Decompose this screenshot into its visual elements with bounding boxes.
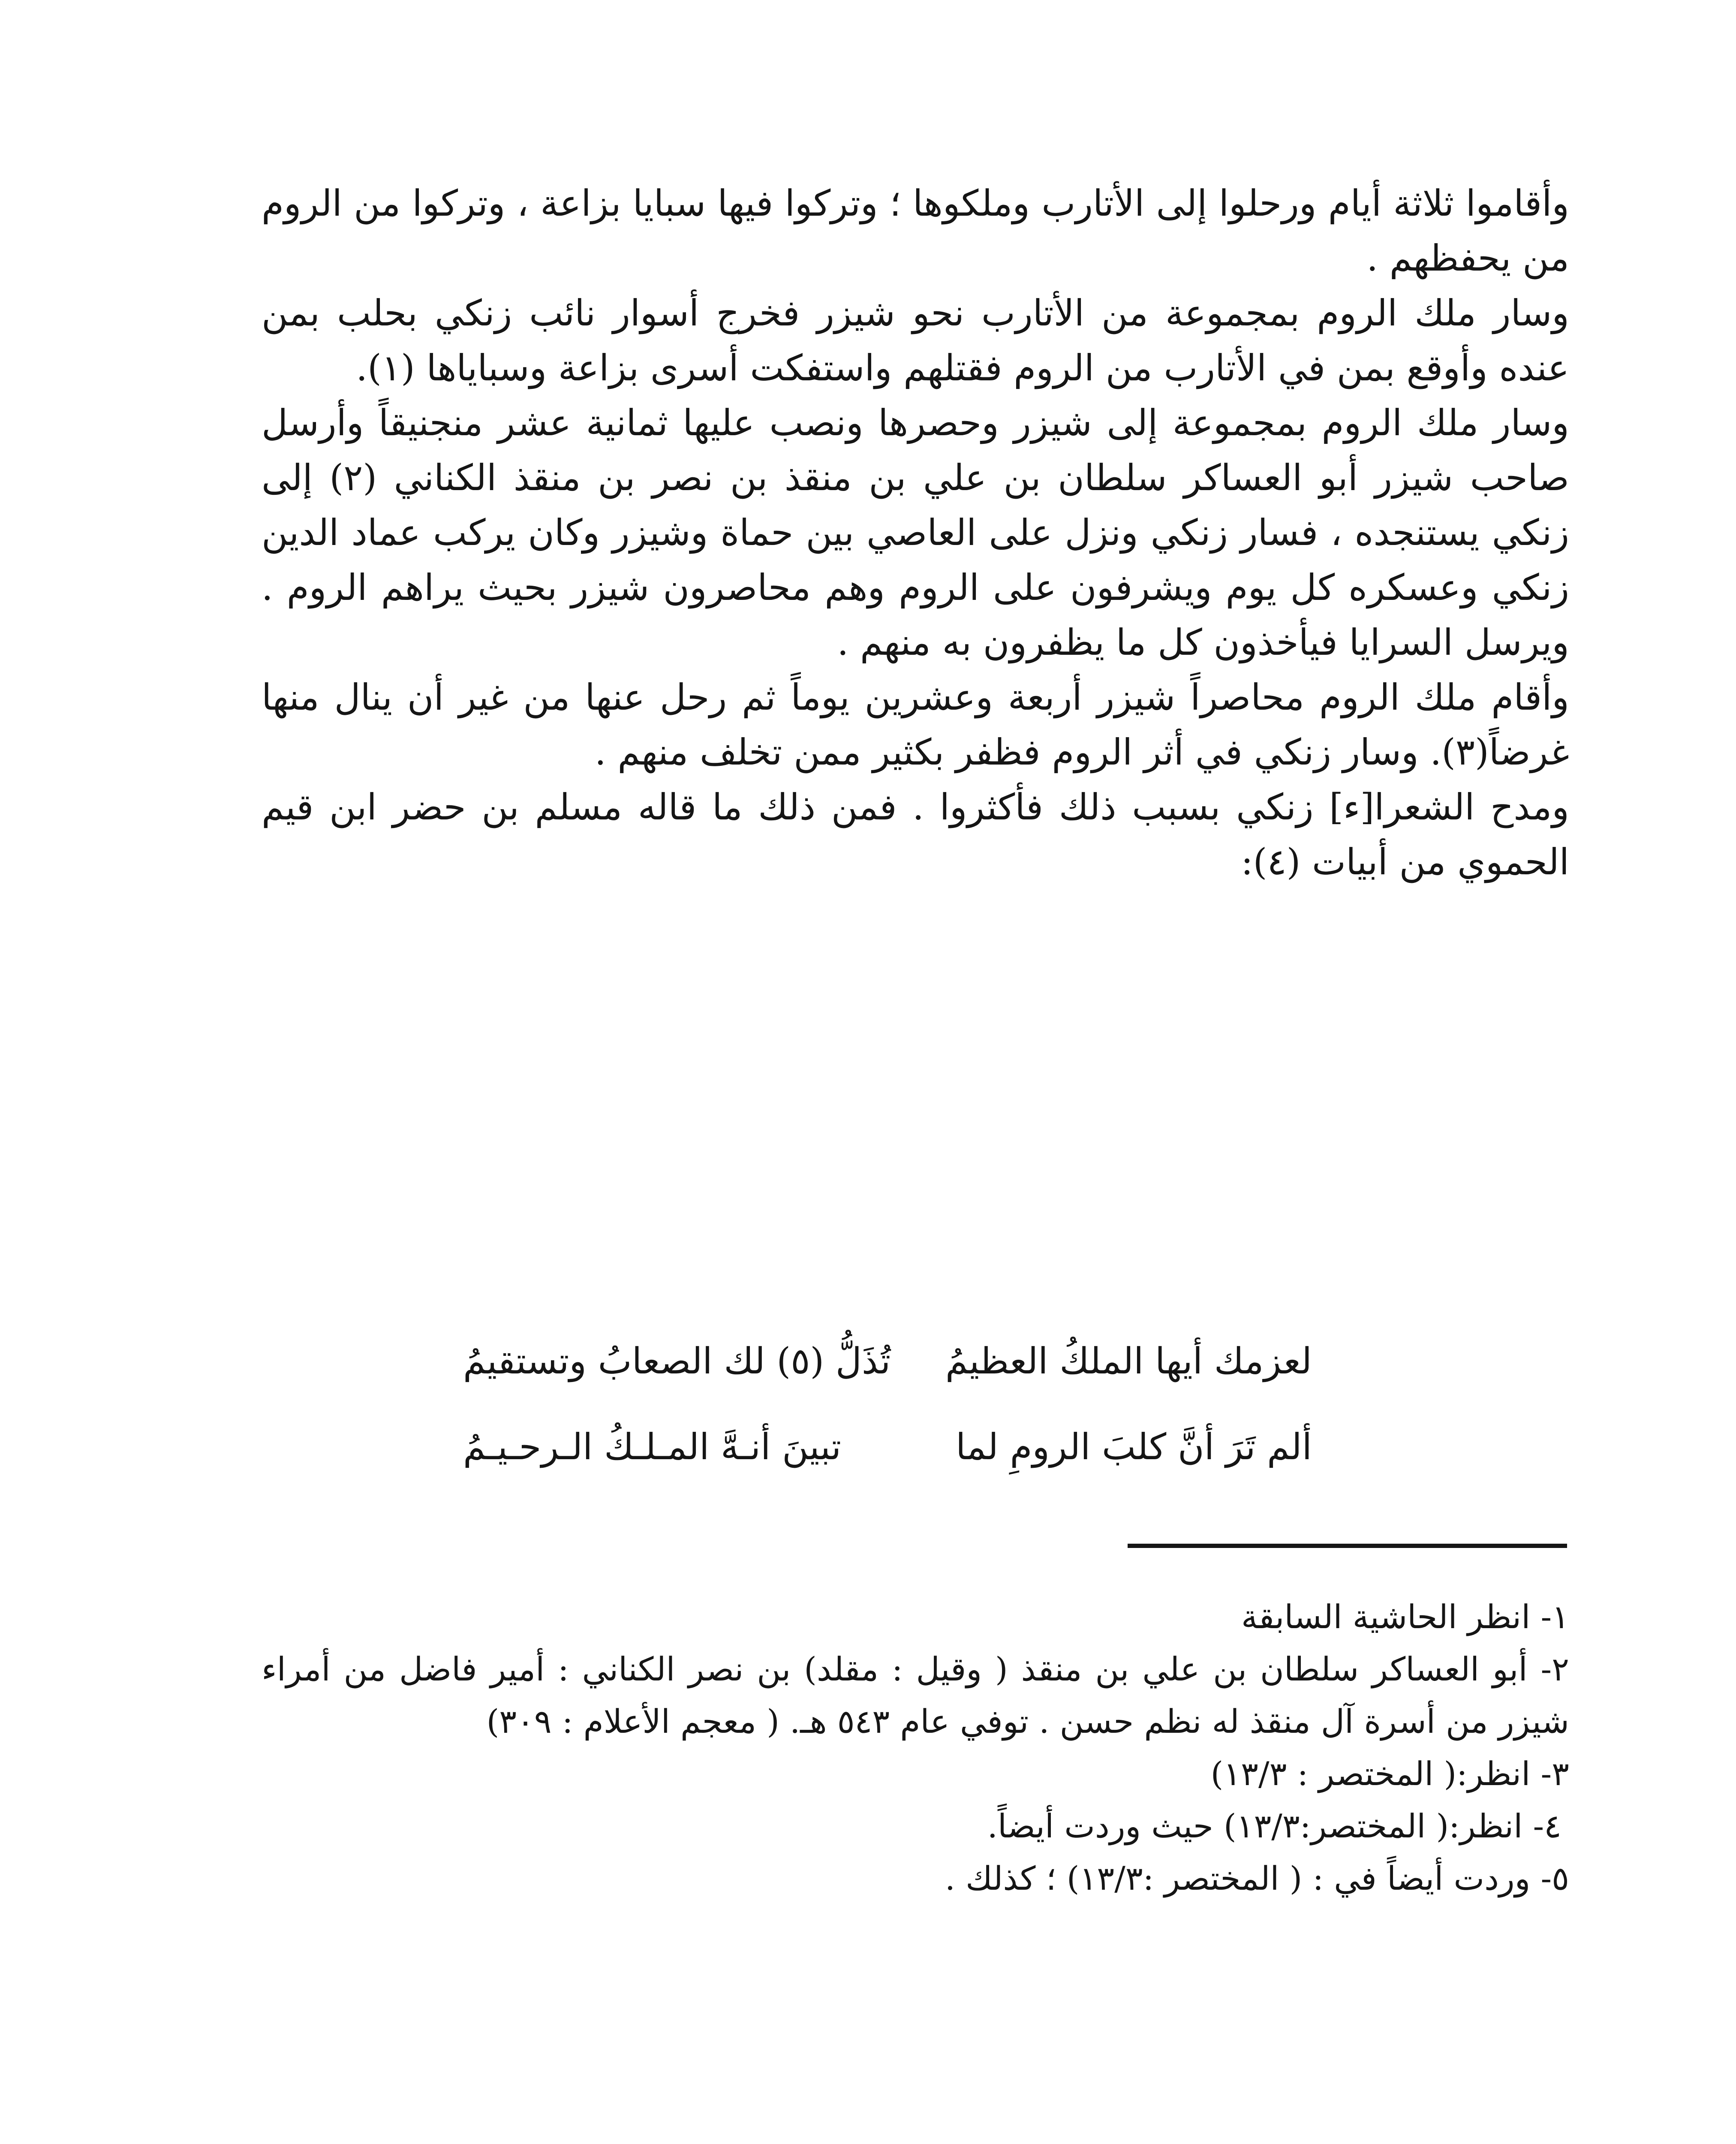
footnote-1: ١- انظر الحاشية السابقة [1241,1598,1569,1636]
verse-1-first-hemistich: لعزمك أيها الملكُ العظيمُ [945,1340,1312,1382]
footnote-2: ٢- أبو العساكر سلطان بن علي بن منقذ ( وقيل : مقلد) بن نصر الكناني : أمير فاضل من أمراء شيزر من أسرة آل منقذ له نظم حسن . توفي عام ٥٤٣ هـ. ( معجم الأعلام : ٣٠٩) [262,1650,1569,1740]
paragraph-3: وسار ملك الروم بمجموعة إلى شيزر وحصرها ونصب عليها ثمانية عشر منجنيقاً وأرسل صاحب شيزر أبو العساكر سلطان بن علي بن منقذ بن نصر بن منقذ الكناني (٢) إلى زنكي يستنجده ، فسار زنكي ونزل على العاصي بين حماة وشيزر وكان يركب عماد الدين زنكي وعسكره كل يوم ويشرفون على الروم وهم محاصرون شيزر بحيث يراهم الروم . ويرسل السرايا فيأخذون كل ما يظفرون به منهم . [262,402,1569,663]
paragraph-4: وأقام ملك الروم محاصراً شيزر أربعة وعشرين يوماً ثم رحل عنها من غير أن ينال منها غرضاً(٣). وسار زنكي في أثر الروم فظفر بكثير ممن تخلف منهم . [262,676,1569,773]
paragraph-2: وسار ملك الروم بمجموعة من الأتارب نحو شيزر فخرج أسوار نائب زنكي بحلب بمن عنده وأوقع بمن في الأتارب من الروم فقتلهم واستفكت أسرى بزاعة وسباياها (١). [262,292,1569,389]
verse-2-second-hemistich: تبينَ أنـهَّ المـلـكُ الـرحـيـمُ [463,1426,842,1468]
footnote-4: ٤- انظر:( المختصر:١٣/٣) حيث وردت أيضاً. [987,1807,1561,1845]
footnote-3: ٣- انظر:( المختصر : ١٣/٣) [1210,1755,1569,1793]
verse-2-first-hemistich: ألم تَرَ أنَّ كلبَ الرومِ لما [956,1426,1312,1468]
footnote-separator [1128,1544,1567,1548]
verse-1-second-hemistich: تُذَلُّ (٥) لك الصعابُ وتستقيمُ [463,1340,891,1382]
footnote-5: ٥- وردت أيضاً في : ( المختصر :١٣/٣) ؛ كذلك . [945,1859,1569,1897]
paragraph-1: وأقاموا ثلاثة أيام ورحلوا إلى الأتارب وملكوها ؛ وتركوا فيها سبايا بزاعة ، وتركوا من الروم من يحفظهم . [262,182,1569,279]
paragraph-5: ومدح الشعرا[ء] زنكي بسبب ذلك فأكثروا . فمن ذلك ما قاله مسلم بن حضر ابن قيم الحموي من أبيات (٤): [262,786,1569,883]
footnotes [262,1591,1569,1905]
main-text [262,176,1569,889]
